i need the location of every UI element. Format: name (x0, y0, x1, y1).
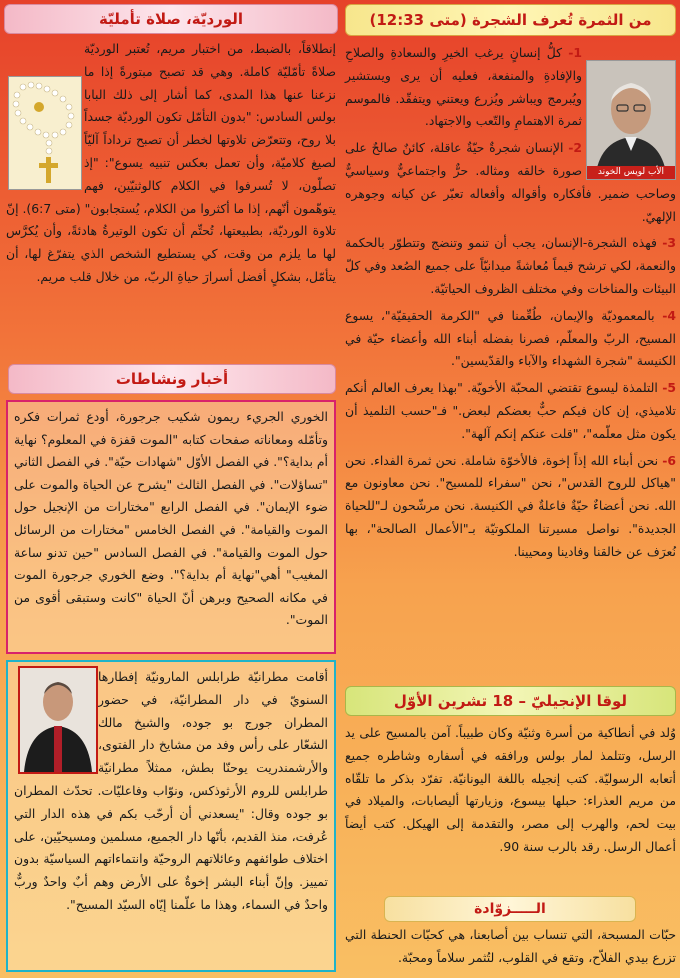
section-header-fruit: من الثمرة تُعرف الشجرة (متى 12:33) (345, 4, 676, 36)
point-1 (345, 42, 676, 133)
photo-caption: الأب لويس الخوند (587, 166, 675, 179)
point-4 (345, 305, 676, 373)
points-list (345, 42, 676, 568)
point-number: 3- (662, 235, 676, 251)
bishop-photo (18, 666, 98, 774)
iftar-paragraph: أقامت مطرانيّة طرابلس المارونيّة إفطارها السنويّ في دار المطرانيّة، في حضور المطران جورج بو جوده، والشيخ مالك الشعّار على رأس وفد من مشايخ دار الفتوى، والأرشمندريت يوحنّا بطش، ممثلاً مطرانيّة طرابلس للروم الأرثوذكس، ونوّاب وفاعليّات. تحدّث المطران بو جوده وقال: "يسعدني أن أرحّب بكم في هذه الدار التي عُرفت، منذ القديم، بأنّها دار الجميع، مسلمين ومسيحيّين، على اختلاف طوائفهم وعائلاتهم الروحيّة وانتماءاتهم السياسيّة بدون تمييز. وإنّ أبناء البشر إخوةٌ على الأرض وهم أبٌ واحدٌ وربٌّ واحدٌ في السماء، وهذا ما علّمنا إيّاه السيّد المسيح". (14, 669, 328, 912)
luke-text: وُلد في أنطاكية من أسرة وثنيّة وكان طبيباً. آمن بالمسيح على يد الرسل، وتتلمذ لمار بولس ورافقه في أسفاره وشاطره جميع أتعابه الرسوليّة. كتب إنجيله باللغة اليونانيّة. تفرّد بذكر ما تلقّاه من مريم العذراء: حبلها بيسوع، وزيارتها أليصابات، والميلاد في بيت لحم، والهرب إلى مصر، والتقدمة إلى الهيكل. كتب أيضاً أعمال الرسل. رقد بالرب سنة 90. (345, 725, 676, 854)
point-number: 2- (568, 140, 582, 156)
left-column (4, 4, 338, 974)
zwada-text: حبّات المسبحة، التي تنساب بين أصابعنا، هي كحبّات الحنطة التي تزرع بيدي الفلاّح، وتقع في القلوب، لتُثمر سلاماً ومحبّة. (345, 927, 676, 965)
point-text: التلمذة ليسوع تقتضي المحبّة الأخويّة. "بهذا يعرف العالم أنكم تلاميذي، إن كان فيكم حبٌّ بعضكم لبعض." فـ"حسب التلميذ أن يكون مثل معلّمه"، "قلت عنكم إنكم آلهة". (345, 380, 676, 441)
bishop-portrait-icon (20, 668, 96, 772)
rosary-spacer (6, 38, 84, 178)
news-item-book: الخوري الجريء ريمون شكيب جرجورة، أودع ثمرات فكره وتأمّله ومعاناته صفحات كتابه "الموت قفزة في المعلوم؟ نهاية أم بداية؟". في الفصل الأوّل "شهادات حيّة". في الفصل الثاني "تساؤلات". في الفصل الثالث "يشرح عن الحياة والموت على ضوء الإيمان". في الفصل الرابع "مختارات من الإنجيل حول الموت والقيامة". في الفصل الخامس "مختارات من الرسائل حول الموت والقيامة". في الفصل السادس "حين تدنو ساعة المغيب" أهي"نهاية أم بداية؟". وضع الخوري جرجورة الموت في مكانه الصحيح وبرهن أنّ الحياة "كانت وستبقى أقوى من الموت". (6, 400, 336, 654)
point-text: فهذه الشجرة-الإنسان، يجب أن تنمو وتنضج وتتطوّر بالحكمة والنعمة، لكي ترشح قيماً مُعاشةً ميدانيّاً على جميع الصُعد وفي كلّ البيئات والمناخات وفي مختلف الظروف الحياتيّة. (345, 235, 676, 296)
section-header-zwada: الـــــزوّادة (384, 896, 636, 922)
section-header-luke: لوقا الإنجيليّ – 18 تشرين الأوّل (345, 686, 676, 716)
right-column (345, 4, 676, 974)
point-number: 6- (662, 452, 676, 468)
news-item-iftar (6, 660, 336, 972)
photo-spacer (582, 42, 676, 172)
point-text: كلُّ إنسانٍ يرغب الخيرِ والسعادةِ والصلاحِ والإفادةِ والمنفعة، فعليه أن يرى ويستشير ويُبرمج ويباشر ويُزرع ويعتني ويتفقّد. فالموسم ثمرة الاهتمامِ والتّعب والاجتهاد. (345, 45, 582, 129)
point-6 (345, 450, 676, 564)
point-text: الإنسان شجرةٌ حيّةٌ عاقلة، كائنٌ صالحٌ على صورة خالقه ومثاله. حرٌّ واجتماعيٌّ وسياسيٌّ وصاحب ضمير. فأفكاره وأقواله وأفعاله تعبّر عن كيانه وجوهره الإلهيّ. (345, 140, 676, 224)
point-number: 4- (662, 307, 676, 323)
rosary-paragraph: إنطلاقاً، بالضبط، من اختبار مريم، تُعتبر الورديّة صلاةً تأمّليّة كاملة. وهي قد تصبح مبتورةً إذا ما نزعنا عنها هذا المدى، كما أشار إلى ذلك البابا بولس السادس: "بدون التأمّل تكون الورديّة جسداً بلا روح، وتتعرّض تلاوتها لخطر أن تصبح ترداداً آليّاً لصيغ كلاميّة، وأن تعمل بعكس تنبيه يسوع": "إذ تصلّون، لا تُسرفوا في الكلام كالوثنيّين، فهم يتوهّمون أنّهم، إذا ما أكثروا من الكلام، يُستجابون" (متى 6:7). إنّ تلاوة الورديّة، بطبيعتها، تُحتِّم أن تكون الوتيرةُ هادئةً، وأن يُكرَّس لها ما يلزم من وقت، كي يستطيع الشخص الذي يتفرّغ لها، أن يتأمّل، بشكلٍ أفضل أسرارَ حياةِ الربّ، من خلال قلب مريم. (6, 41, 336, 284)
point-text: نحن أبناء الله إذاً إخوة، فالأخوّة شاملة. نحن ثمرة الفداء. نحن "هياكل للروح القدس"، نحن "سفراء للمسيح". نحن معاونون مع الله. نحن أعضاءٌ حيّةٌ فاعلةٌ في الكنيسة. نحن مرشّحون لـ"للحياة الجديدة". نواصل مسيرتنا الملكوتيّة بـ"الأعمال الصالحة"، بها نُعرَف عن خالقنا وفادينا ومحيينا. (345, 452, 676, 559)
point-number: 5- (662, 380, 676, 396)
rosary-text (6, 38, 336, 289)
section-header-rosary: الورديّة، صلاة تأمليّة (4, 4, 338, 34)
section-header-news: أخبار ونشاطات (8, 364, 336, 394)
point-text: بالمعموديّة والإيمان، طُعِّمنا في "الكرمة الحقيقيّة"، يسوع المسيح، الربّ والمعلّم، فصرنا بفضله أبناء الله وأعضاء حيّة في الكنيسة "شجرة الشهداء والآباء والقدّيسين". (345, 307, 676, 369)
point-5 (345, 377, 676, 445)
point-3 (345, 232, 676, 300)
point-number: 1- (568, 45, 582, 60)
